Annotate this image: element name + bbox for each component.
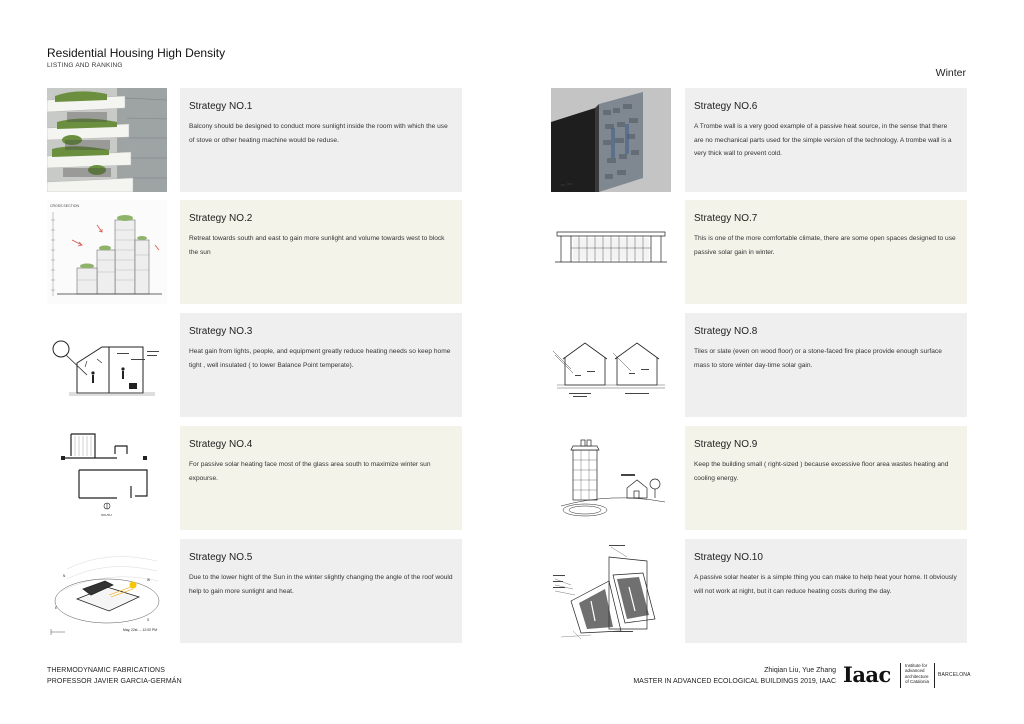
strategy-card-6 — [685, 88, 967, 192]
strategy-text: Due to the lower hight of the Sun in the winter slightly changing the angle of the roof would help to gain more sunlight and heat. — [189, 574, 453, 595]
logo-divider — [900, 663, 901, 688]
strategy-card-3 — [180, 313, 462, 417]
course-name: THERMODYNAMIC FABRICATIONS — [47, 667, 165, 674]
strategy-text: For passive solar heating face most of the glass area south to maximize winter sun expourse. — [189, 461, 431, 482]
season-label: Winter — [935, 67, 966, 79]
open-space-elevation-drawing — [551, 200, 671, 304]
strategy-title: Strategy NO.7 — [694, 213, 758, 224]
professor-name: PROFESSOR JAVIER GARCIA-GERMÁN — [47, 678, 182, 685]
institute-line: architecture — [905, 673, 929, 679]
strategy-card-4 — [180, 426, 462, 530]
strategy-text: Heat gain from lights, people, and equipment greatly reduce heating needs so keep home tight , well insulated ( to lower Balance Point temperate). — [189, 348, 451, 369]
strategy-text: This is one of the more comfortable climate, there are some open spaces designed to use passive solar gain in winter. — [694, 235, 956, 256]
strategy-title: Strategy NO.1 — [189, 101, 253, 112]
strategy-card-9 — [685, 426, 967, 530]
thermal-mass-sections-drawing — [551, 313, 671, 417]
institute-line: of Catalonia — [905, 679, 930, 685]
institute-line: Institute for — [905, 663, 928, 668]
strategy-title: Strategy NO.3 — [189, 326, 253, 337]
strategy-title: Strategy NO.2 — [189, 213, 253, 224]
balcony-photo — [47, 88, 167, 192]
course-info — [47, 665, 182, 687]
direction-label-n: N — [63, 574, 66, 578]
strategy-card-1 — [180, 88, 462, 192]
strategy-title: Strategy NO.8 — [694, 326, 758, 337]
iaac-logo: Iaac — [843, 662, 891, 687]
strategy-text: Keep the building small ( right-sized ) because excessive floor area wastes heating and cooling energy. — [694, 461, 949, 482]
strategy-card-2 — [180, 200, 462, 304]
strategy-title: Strategy NO.6 — [694, 101, 758, 112]
strategy-text: Tiles or slate (even on wood floor) or a stone-faced fire place provide enough surface mass to store winter day-time solar gain. — [694, 348, 942, 369]
page-subtitle: LISTING AND RANKING — [47, 62, 123, 69]
strategy-text: A Trombe wall is a very good example of a passive heat source, in the sense that there are no mechanical parts used for the simple version of the technology. A trombe wall is a very thick wall to prevent cold. — [694, 123, 952, 157]
strategy-title: Strategy NO.5 — [189, 552, 253, 563]
strategy-text: A passive solar heater is a simple thing you can make to help heat your home. It obviously will not work at night, but it can reduce heating costs during the day. — [694, 574, 957, 595]
cross-section-drawing — [47, 200, 167, 304]
solar-heater-sketch — [551, 539, 671, 643]
direction-label-e: E — [55, 606, 58, 610]
strategy-title: Strategy NO.4 — [189, 439, 253, 450]
sun-angle-roof-drawing — [47, 539, 167, 643]
city-name: BARCELONA — [938, 672, 971, 678]
strategy-title: Strategy NO.10 — [694, 552, 763, 563]
institute-line: advanced — [905, 668, 925, 674]
author-names: Zhiqian Liu, Yue Zhang — [764, 667, 836, 674]
program-name: MASTER IN ADVANCED ECOLOGICAL BUILDINGS 2019, IAAC — [633, 678, 836, 685]
institute-name — [905, 663, 929, 685]
building-size-sketch — [551, 426, 671, 530]
trombe-wall-render — [551, 88, 671, 192]
strategy-card-10 — [685, 539, 967, 643]
sun-time-label: May, 22st. -- 12:00 PM — [123, 628, 158, 632]
direction-label-w: W — [147, 578, 151, 582]
strategy-title: Strategy NO.9 — [694, 439, 758, 450]
strategy-text: Balcony should be designed to conduct more sunlight inside the room with which the use of stove or other heating machine would be reduse. — [189, 123, 448, 144]
floor-plan-drawing — [47, 426, 167, 530]
author-info — [633, 665, 836, 687]
strategy-card-8 — [685, 313, 967, 417]
logo-divider — [934, 663, 935, 688]
strategy-text: Retreat towards south and east to gain more sunlight and volume towards west to block the sun — [189, 235, 445, 256]
cross-section-label: CROSS SECTION — [50, 204, 79, 208]
heat-gain-section-drawing — [47, 313, 167, 417]
direction-label-s: S — [147, 618, 150, 622]
strategy-card-7 — [685, 200, 967, 304]
strategy-card-5 — [180, 539, 462, 643]
page-title: Residential Housing High Density — [47, 46, 226, 60]
south-label: SOUTH — [101, 513, 112, 517]
